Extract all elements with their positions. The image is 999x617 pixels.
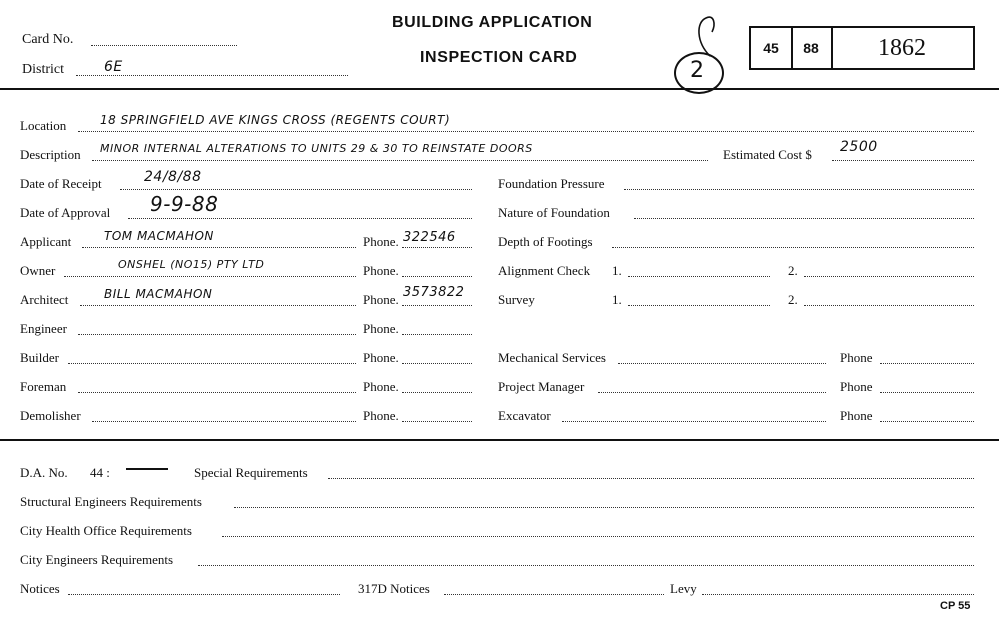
city-engineers-label: City Engineers Requirements: [20, 552, 174, 567]
foundation-pressure-field[interactable]: [624, 189, 974, 190]
estimated-cost-value: 2500: [840, 139, 878, 155]
notices-field[interactable]: [68, 594, 340, 595]
circled-number: 2: [674, 52, 724, 94]
city-health-field[interactable]: [222, 536, 974, 537]
estimated-cost-label: Estimated Cost $: [723, 147, 812, 162]
demolisher-phone-label: Phone.: [363, 408, 399, 423]
date-of-receipt-label: Date of Receipt: [20, 176, 102, 191]
da-no-label: D.A. No.: [20, 465, 68, 480]
builder-phone-field[interactable]: [402, 363, 472, 364]
levy-label: Levy: [670, 581, 697, 596]
structural-engineers-label: Structural Engineers Requirements: [20, 494, 202, 509]
title-line1: BUILDING APPLICATION: [392, 14, 593, 31]
depth-of-footings-field[interactable]: [612, 247, 974, 248]
city-engineers-field[interactable]: [198, 565, 974, 566]
owner-field[interactable]: [64, 276, 356, 277]
excavator-label: Excavator: [498, 408, 551, 423]
owner-phone-field[interactable]: [402, 276, 472, 277]
architect-phone-field[interactable]: [402, 305, 472, 306]
demolisher-label: Demolisher: [20, 408, 81, 423]
survey-label: Survey: [498, 292, 535, 307]
description-value: MINOR INTERNAL ALTERATIONS TO UNITS 29 & 30 TO REINSTATE DOORS: [100, 142, 533, 155]
alignment-check-num1: 1.: [612, 263, 622, 278]
applicant-phone-label: Phone.: [363, 234, 399, 249]
survey-num2: 2.: [788, 292, 798, 307]
survey-num1: 1.: [612, 292, 622, 307]
card-no-field[interactable]: [91, 45, 237, 46]
alignment-check-num2: 2.: [788, 263, 798, 278]
foreman-phone-label: Phone.: [363, 379, 399, 394]
special-requirements-label: Special Requirements: [194, 465, 308, 480]
date-of-approval-label: Date of Approval: [20, 205, 111, 220]
engineer-label: Engineer: [20, 321, 67, 336]
title-line2: INSPECTION CARD: [420, 49, 578, 66]
applicant-phone-field[interactable]: [402, 247, 472, 248]
excavator-phone-label: Phone: [840, 408, 873, 423]
header-divider: [0, 88, 999, 90]
district-value: 6E: [104, 59, 123, 75]
notices-317d-label: 317D Notices: [358, 581, 430, 596]
project-manager-phone-label: Phone: [840, 379, 873, 394]
excavator-phone-field[interactable]: [880, 421, 974, 422]
description-label: Description: [20, 147, 81, 162]
architect-phone-value: 3573822: [403, 285, 465, 300]
location-label: Location: [20, 118, 67, 133]
demolisher-field[interactable]: [92, 421, 356, 422]
section-divider: [0, 439, 999, 441]
notices-label: Notices: [20, 581, 60, 596]
form-code: CP 55: [940, 600, 971, 612]
architect-field[interactable]: [80, 305, 356, 306]
district-field[interactable]: [76, 75, 348, 76]
description-field[interactable]: [92, 160, 708, 161]
builder-phone-label: Phone.: [363, 350, 399, 365]
foreman-label: Foreman: [20, 379, 67, 394]
owner-phone-label: Phone.: [363, 263, 399, 278]
nature-of-foundation-field[interactable]: [634, 218, 974, 219]
date-of-receipt-field[interactable]: [120, 189, 472, 190]
project-manager-label: Project Manager: [498, 379, 585, 394]
owner-value: ONSHEL (NO15) PTY LTD: [118, 258, 265, 271]
survey-field-1[interactable]: [628, 305, 770, 306]
mechanical-services-phone-field[interactable]: [880, 363, 974, 364]
structural-engineers-field[interactable]: [234, 507, 974, 508]
applicant-label: Applicant: [20, 234, 72, 249]
da-no-value: 44 :: [90, 465, 110, 480]
engineer-field[interactable]: [78, 334, 356, 335]
alignment-check-field-2[interactable]: [804, 276, 974, 277]
project-manager-phone-field[interactable]: [880, 392, 974, 393]
foundation-pressure-label: Foundation Pressure: [498, 176, 605, 191]
district-label: District: [22, 62, 64, 77]
applicant-phone-value: 322546: [403, 230, 456, 245]
mechanical-services-field[interactable]: [618, 363, 826, 364]
city-health-label: City Health Office Requirements: [20, 523, 192, 538]
ref-cell-2: 88: [791, 28, 833, 68]
estimated-cost-field[interactable]: [832, 160, 974, 161]
reference-number-box: [749, 26, 975, 70]
mechanical-services-label: Mechanical Services: [498, 350, 606, 365]
levy-field[interactable]: [702, 594, 974, 595]
location-value: 18 SPRINGFIELD AVE KINGS CROSS (REGENTS COURT): [100, 113, 451, 127]
applicant-field[interactable]: [82, 247, 356, 248]
engineer-phone-field[interactable]: [402, 334, 472, 335]
architect-phone-label: Phone.: [363, 292, 399, 307]
foreman-phone-field[interactable]: [402, 392, 472, 393]
notices-317d-field[interactable]: [444, 594, 664, 595]
date-of-approval-value: 9-9-88: [150, 192, 219, 216]
demolisher-phone-field[interactable]: [402, 421, 472, 422]
survey-field-2[interactable]: [804, 305, 974, 306]
applicant-value: TOM MACMAHON: [104, 229, 214, 243]
engineer-phone-label: Phone.: [363, 321, 399, 336]
ref-cell-1: 45: [751, 28, 793, 68]
alignment-check-label: Alignment Check: [498, 263, 591, 278]
foreman-field[interactable]: [78, 392, 356, 393]
handwritten-mark-icon: [692, 12, 728, 58]
special-requirements-field[interactable]: [328, 478, 974, 479]
depth-of-footings-label: Depth of Footings: [498, 234, 593, 249]
builder-field[interactable]: [68, 363, 356, 364]
architect-label: Architect: [20, 292, 69, 307]
nature-of-foundation-label: Nature of Foundation: [498, 205, 610, 220]
owner-label: Owner: [20, 263, 56, 278]
location-field[interactable]: [78, 131, 974, 132]
card-no-label: Card No.: [22, 32, 74, 47]
architect-value: BILL MACMAHON: [104, 287, 213, 301]
da-no-dash: [126, 468, 168, 470]
project-manager-field[interactable]: [598, 392, 826, 393]
date-of-receipt-value: 24/8/88: [144, 169, 202, 185]
excavator-field[interactable]: [562, 421, 826, 422]
builder-label: Builder: [20, 350, 59, 365]
date-of-approval-field[interactable]: [128, 218, 472, 219]
mechanical-services-phone-label: Phone: [840, 350, 873, 365]
ref-cell-3: 1862: [878, 34, 926, 61]
alignment-check-field-1[interactable]: [628, 276, 770, 277]
